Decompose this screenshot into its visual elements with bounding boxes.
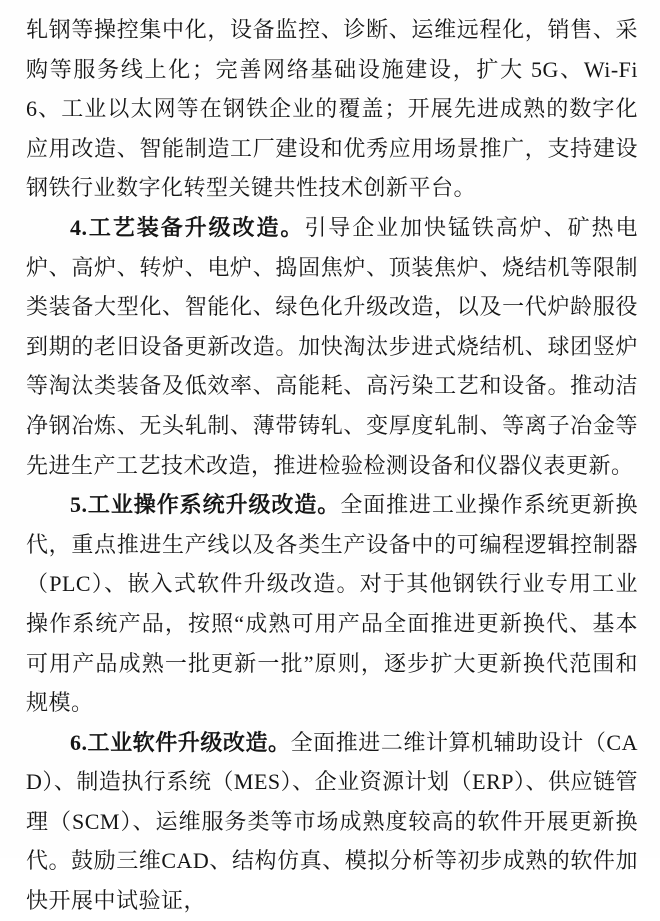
paragraph-continuation <box>26 10 638 208</box>
paragraph-text: 引导企业加快锰铁高炉、矿热电炉、高炉、转炉、电炉、捣固焦炉、顶装焦炉、烧结机等限制类装备大型化、智能化、绿色化升级改造，以及一代炉龄服役到期的老旧设备更新改造。加快淘汰步进式烧结机、球团竖炉等淘汰类装备及低效率、高能耗、高污染工艺和设备。推动洁净钢冶炼、无头轧制、薄带铸轧、变厚度轧制、等离子冶金等先进生产工艺技术改造，推进检验检测设备和仪器仪表更新。 <box>26 214 638 478</box>
paragraph-item-5-industrial-os-upgrade <box>26 485 638 723</box>
paragraph-text: 全面推进二维计算机辅助设计（CAD）、制造执行系统（MES）、企业资源计划（ERP）、供应链管理（SCM）、运维服务类等市场成熟度较高的软件开展更新换代。鼓励三维CAD、结构仿真、模拟分析等初步成熟的软件加快开展中试验证， <box>26 729 638 914</box>
paragraph-item-4-equipment-upgrade <box>26 208 638 485</box>
paragraph-text: 轧钢等操控集中化，设备监控、诊断、运维远程化，销售、采购等服务线上化；完善网络基础设施建设，扩大 5G、Wi-Fi6、工业以太网等在钢铁企业的覆盖；开展先进成熟的数字化应用改造、智能制造工厂建设和优秀应用场景推广，支持建设钢铁行业数字化转型关键共性技术创新平台。 <box>26 17 638 201</box>
paragraph-lead: 5.工业操作系统升级改造。 <box>70 492 341 518</box>
paragraph-lead: 6.工业软件升级改造。 <box>70 729 291 755</box>
paragraph-item-6-industrial-software-upgrade <box>26 723 638 921</box>
paragraph-text: 全面推进工业操作系统更新换代，重点推进生产线以及各类生产设备中的可编程逻辑控制器（PLC）、嵌入式软件升级改造。对于其他钢铁行业专用工业操作系统产品，按照“成熟可用产品全面推进更新换代、基本可用产品成熟一批更新一批”原则，逐步扩大更新换代范围和规模。 <box>26 492 638 716</box>
paragraph-lead: 4.工艺装备升级改造。 <box>70 214 305 240</box>
